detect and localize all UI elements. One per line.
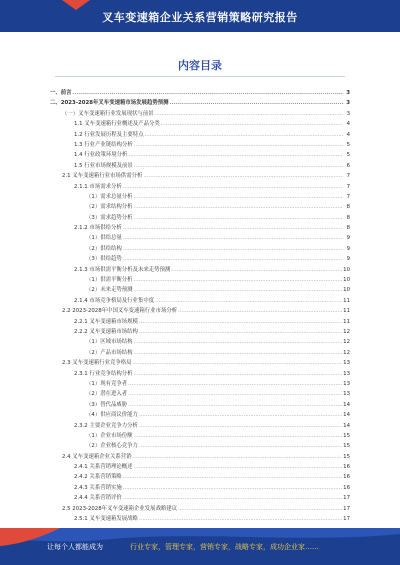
toc-dot-leader bbox=[134, 213, 343, 223]
toc-dot-leader bbox=[128, 150, 343, 160]
toc-entry[interactable] bbox=[50, 410, 350, 420]
footer-slogan-right: 行业专家，管理专家，营销专家，战略专家，成功企业家…… bbox=[130, 543, 319, 551]
toc-entry-label: 一、前言 bbox=[50, 90, 72, 96]
toc-entry-page: 12 bbox=[343, 328, 350, 335]
toc-dot-leader bbox=[134, 369, 343, 379]
toc-entry-label: 2.1.3 市场供需平衡分析及未来走势预测 bbox=[74, 266, 171, 273]
report-header bbox=[0, 0, 400, 32]
toc-entry-page: 10 bbox=[343, 287, 350, 294]
toc-entry-label: 2.1.1 市场需求分析 bbox=[74, 183, 122, 190]
toc-dot-leader bbox=[161, 119, 343, 129]
toc-dot-leader bbox=[128, 389, 342, 399]
toc-entry[interactable] bbox=[50, 275, 350, 285]
toc-entry[interactable] bbox=[50, 192, 350, 202]
toc-entry-page: 3 bbox=[346, 100, 350, 107]
toc-entry-page: 13 bbox=[343, 360, 350, 367]
toc-entry-label: （1）需求总量分析 bbox=[86, 193, 133, 200]
toc-entry-label: （2）产品市场结构 bbox=[86, 349, 133, 356]
toc-dot-leader bbox=[123, 182, 343, 192]
toc-dot-leader bbox=[134, 348, 343, 358]
toc-entry-page: 8 bbox=[346, 214, 350, 221]
toc-entry-label: 2.4.4 关系营销评价 bbox=[74, 495, 122, 502]
toc-entry-label: 2.4.3 关系营销实施 bbox=[74, 484, 122, 491]
toc-entry[interactable] bbox=[50, 400, 350, 410]
toc-dot-leader bbox=[178, 504, 342, 514]
toc-entry-page: 4 bbox=[346, 131, 350, 138]
toc-dot-leader bbox=[133, 452, 343, 462]
toc-entry-label: （1）供需平衡分析 bbox=[86, 277, 133, 284]
table-of-contents bbox=[50, 88, 350, 524]
toc-entry-label: 2.1.4 市场竞争格局及行业集中度 bbox=[74, 297, 155, 304]
toc-dot-leader bbox=[123, 223, 343, 233]
toc-entry-label: （2）未来走势预测 bbox=[86, 287, 133, 294]
footer-banner bbox=[0, 528, 400, 565]
toc-entry-page: 11 bbox=[343, 308, 350, 315]
toc-entry-page: 6 bbox=[346, 162, 350, 169]
toc-dot-leader bbox=[134, 202, 343, 212]
toc-entry-label: （4）供应商议价能力 bbox=[86, 412, 138, 419]
toc-entry-label: （2）供给结构 bbox=[86, 245, 122, 252]
toc-entry-page: 16 bbox=[343, 474, 350, 481]
toc-dot-leader bbox=[123, 493, 342, 503]
toc-entry[interactable] bbox=[50, 98, 350, 108]
toc-dot-leader bbox=[171, 265, 342, 275]
toc-entry[interactable] bbox=[50, 223, 350, 233]
toc-entry-page: 17 bbox=[343, 516, 350, 523]
toc-entry-label: 1.2 行业发展历程及主要特点 bbox=[74, 131, 144, 138]
toc-entry-page: 13 bbox=[343, 391, 350, 398]
toc-dot-leader bbox=[170, 98, 344, 108]
toc-entry[interactable] bbox=[50, 202, 350, 212]
toc-entry-page: 4 bbox=[346, 121, 350, 128]
toc-dot-leader bbox=[133, 358, 343, 368]
toc-entry-label: 2.4.2 关系营销策略 bbox=[74, 474, 122, 481]
toc-entry-label: （2）需求结构分析 bbox=[86, 204, 133, 211]
toc-entry[interactable] bbox=[50, 462, 350, 472]
toc-entry-label: （1）现有竞争者 bbox=[86, 380, 128, 387]
toc-entry[interactable] bbox=[50, 285, 350, 295]
toc-dot-leader bbox=[123, 254, 343, 264]
toc-entry[interactable] bbox=[50, 441, 350, 451]
toc-entry-page: 3 bbox=[346, 110, 350, 117]
toc-heading-divider bbox=[55, 76, 345, 77]
toc-entry-page: 11 bbox=[343, 318, 350, 325]
toc-entry[interactable] bbox=[50, 452, 350, 462]
toc-entry-page: 11 bbox=[343, 297, 350, 304]
toc-dot-leader bbox=[134, 275, 343, 285]
toc-entry-label: 1.1 叉车变速箱行业概述及产品分类 bbox=[74, 121, 160, 128]
toc-entry-label: （1）供给总量 bbox=[86, 235, 122, 242]
toc-entry-label: 1.5 行业市场规模及前景 bbox=[74, 162, 133, 169]
toc-entry-page: 8 bbox=[346, 204, 350, 211]
toc-dot-leader bbox=[134, 462, 343, 472]
toc-entry[interactable] bbox=[50, 150, 350, 160]
toc-entry-page: 5 bbox=[346, 152, 350, 159]
toc-entry[interactable] bbox=[50, 182, 350, 192]
toc-entry[interactable] bbox=[50, 504, 350, 514]
toc-entry[interactable] bbox=[50, 389, 350, 399]
toc-entry-label: （一）叉车变速箱行业发展现状与前景 bbox=[62, 110, 154, 117]
footer-slogan-left: 让每个人都能成为 bbox=[47, 543, 103, 551]
toc-dot-leader bbox=[134, 431, 343, 441]
toc-entry-page: 14 bbox=[343, 401, 350, 408]
toc-dot-leader bbox=[139, 421, 342, 431]
toc-entry[interactable] bbox=[50, 171, 350, 181]
toc-entry-label: 二、2023-2028年叉车变速箱市场发展趋势预测 bbox=[50, 100, 169, 107]
toc-entry[interactable] bbox=[50, 483, 350, 493]
toc-entry-label: 2.2.1 叉车变速箱市场规模 bbox=[74, 318, 138, 325]
toc-dot-leader bbox=[128, 400, 342, 410]
toc-entry-page: 16 bbox=[343, 464, 350, 471]
toc-entry[interactable] bbox=[50, 140, 350, 150]
toc-entry-label: 1.4 行业政策环境分析 bbox=[74, 152, 128, 159]
toc-entry-page: 17 bbox=[343, 495, 350, 502]
toc-entry-page: 13 bbox=[343, 380, 350, 387]
toc-entry[interactable] bbox=[50, 296, 350, 306]
toc-entry-page: 14 bbox=[343, 422, 350, 429]
toc-entry[interactable] bbox=[50, 317, 350, 327]
toc-entry[interactable] bbox=[50, 254, 350, 264]
toc-dot-leader bbox=[139, 514, 342, 524]
toc-entry-page: 7 bbox=[346, 183, 350, 190]
toc-entry[interactable] bbox=[50, 369, 350, 379]
toc-entry[interactable] bbox=[50, 130, 350, 140]
toc-entry-label: 2.2 2023-2028年中国叉车变速箱行业市场分析 bbox=[62, 308, 178, 315]
toc-dot-leader bbox=[123, 244, 343, 254]
toc-entry[interactable] bbox=[50, 88, 350, 98]
toc-entry[interactable] bbox=[50, 493, 350, 503]
toc-entry-label: 2.5 2023-2028年叉车变速箱企业发展战略建议 bbox=[62, 505, 178, 512]
toc-entry-page: 17 bbox=[343, 505, 350, 512]
toc-dot-leader bbox=[134, 337, 343, 347]
toc-dot-leader bbox=[139, 410, 342, 420]
toc-entry[interactable] bbox=[50, 358, 350, 368]
toc-entry-page: 9 bbox=[346, 235, 350, 242]
toc-dot-leader bbox=[155, 296, 342, 306]
toc-entry-page: 16 bbox=[343, 484, 350, 491]
toc-entry[interactable] bbox=[50, 265, 350, 275]
toc-entry-label: （2）潜在进入者 bbox=[86, 391, 128, 398]
toc-entry-page: 3 bbox=[346, 90, 350, 96]
toc-entry-page: 15 bbox=[343, 432, 350, 439]
report-title: 叉车变速箱企业关系营销策略研究报告 bbox=[102, 11, 298, 24]
toc-entry-label: （3）供给趋势 bbox=[86, 256, 122, 263]
toc-dot-leader bbox=[139, 317, 342, 327]
toc-dot-leader bbox=[139, 327, 342, 337]
toc-entry-label: 2.4 叉车变速箱企业关系营销 bbox=[62, 453, 132, 460]
toc-entry-label: 1.3 行业产业链结构分析 bbox=[74, 141, 133, 148]
toc-entry-page: 7 bbox=[346, 173, 350, 180]
toc-entry[interactable] bbox=[50, 213, 350, 223]
toc-entry[interactable] bbox=[50, 431, 350, 441]
toc-entry-label: （2）企业核心竞争力 bbox=[86, 443, 138, 450]
toc-entry-page: 10 bbox=[343, 277, 350, 284]
toc-entry-page: 9 bbox=[346, 245, 350, 252]
toc-entry[interactable] bbox=[50, 119, 350, 129]
toc-entry-label: （1）企业市场份额 bbox=[86, 432, 133, 439]
toc-entry-page: 12 bbox=[343, 349, 350, 356]
toc-entry-label: （3）替代品威胁 bbox=[86, 401, 128, 408]
toc-entry[interactable] bbox=[50, 379, 350, 389]
toc-dot-leader bbox=[134, 192, 343, 202]
toc-dot-leader bbox=[123, 472, 342, 482]
toc-entry[interactable] bbox=[50, 337, 350, 347]
toc-entry[interactable] bbox=[50, 348, 350, 358]
toc-entry-page: 13 bbox=[343, 370, 350, 377]
toc-entry[interactable] bbox=[50, 109, 350, 119]
toc-dot-leader bbox=[128, 379, 342, 389]
toc-dot-leader bbox=[134, 161, 343, 171]
toc-entry-label: 2.1 叉车变速箱行业市场供需分析 bbox=[62, 173, 143, 180]
toc-dot-leader bbox=[145, 130, 343, 140]
toc-entry-label: 2.3 叉车变速箱行业竞争格局 bbox=[62, 360, 132, 367]
toc-dot-leader bbox=[134, 140, 343, 150]
toc-entry-label: 2.1.2 市场供给分析 bbox=[74, 225, 122, 232]
toc-entry[interactable] bbox=[50, 514, 350, 524]
toc-entry-label: 2.3.2 主要企业竞争力分析 bbox=[74, 422, 138, 429]
toc-entry-label: （3）需求趋势分析 bbox=[86, 214, 133, 221]
toc-dot-leader bbox=[155, 109, 343, 119]
toc-entry[interactable] bbox=[50, 306, 350, 316]
toc-entry-page: 15 bbox=[343, 453, 350, 460]
toc-entry-label: 2.5.1 叉车变速箱发展战略 bbox=[74, 516, 138, 523]
toc-dot-leader bbox=[73, 88, 343, 98]
toc-dot-leader bbox=[123, 483, 342, 493]
toc-entry[interactable] bbox=[50, 233, 350, 243]
toc-dot-leader bbox=[143, 171, 343, 181]
toc-entry-page: 7 bbox=[346, 193, 350, 200]
toc-entry-page: 5 bbox=[346, 141, 350, 148]
toc-entry-page: 8 bbox=[346, 225, 350, 232]
toc-dot-leader bbox=[178, 306, 342, 316]
toc-entry-page: 10 bbox=[343, 266, 350, 273]
toc-entry-label: 2.4.1 关系营销理论概述 bbox=[74, 464, 133, 471]
toc-entry[interactable] bbox=[50, 161, 350, 171]
toc-entry-page: 14 bbox=[343, 412, 350, 419]
toc-entry-page: 9 bbox=[346, 256, 350, 263]
toc-heading: 内容目录 bbox=[178, 59, 222, 72]
toc-entry-label: 2.2.2 叉车变速箱市场结构 bbox=[74, 328, 138, 335]
toc-entry-page: 12 bbox=[343, 339, 350, 346]
toc-entry[interactable] bbox=[50, 244, 350, 254]
toc-entry-label: （1）区域市场结构 bbox=[86, 339, 133, 346]
toc-entry-page: 15 bbox=[343, 443, 350, 450]
toc-entry[interactable] bbox=[50, 421, 350, 431]
toc-entry[interactable] bbox=[50, 327, 350, 337]
toc-dot-leader bbox=[123, 233, 343, 243]
toc-entry[interactable] bbox=[50, 472, 350, 482]
toc-dot-leader bbox=[139, 441, 342, 451]
toc-dot-leader bbox=[134, 285, 343, 295]
toc-entry-label: 2.3.1 行业竞争结构分析 bbox=[74, 370, 133, 377]
